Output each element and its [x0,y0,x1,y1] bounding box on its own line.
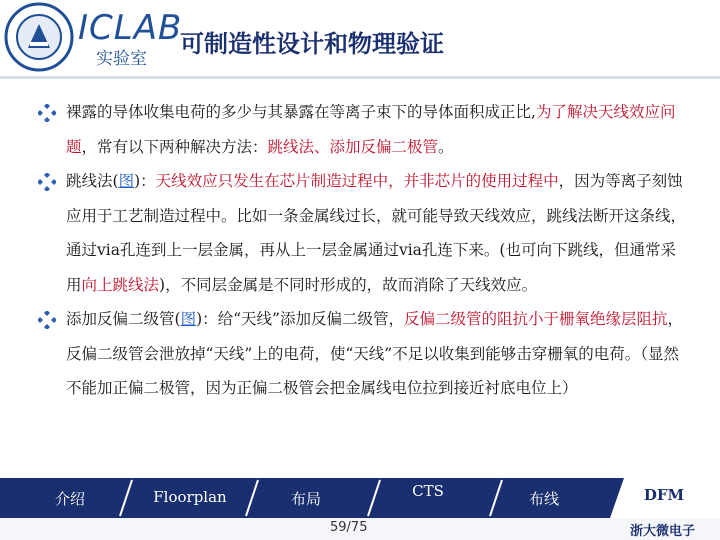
body-text: 跳线法( [66,172,119,190]
header [0,0,720,76]
header-divider [0,76,720,79]
body-text: )： [134,172,156,190]
body-text: 。 [438,137,454,156]
highlight-text: 为了解决天线效应问题 [66,103,676,156]
bullet-item [38,302,688,406]
body-text: )：给“天线”添加反偏二级管， [196,310,404,328]
nav-item-floorplan[interactable]: Floorplan [153,488,227,506]
slide-content [38,95,688,406]
highlight-text: 反偏二级管的阻抗小于栅氧绝缘层阻抗 [403,310,668,328]
logo-text: ICLAB [78,8,183,48]
slide-title: 可制造性设计和物理验证 [180,30,444,58]
diamond-bullet-icon [38,104,56,122]
highlight-text: 天线效应只发生在芯片制造过程中，并非芯片的使用过程中 [155,172,559,190]
bullet-item [38,95,688,164]
nav-item-cts[interactable]: CTS [412,482,444,500]
body-text: ，常有以下两种解决方法： [81,137,268,156]
body-text: 裸露的导体收集电荷的多少与其暴露在等离子束下的导体面积成正比, [66,103,536,121]
highlight-text: 向上跳线法 [81,275,160,294]
page-number: 59/75 [330,520,368,535]
nav-item-routing[interactable]: 布线 [528,490,559,508]
nav-item-intro[interactable]: 介绍 [54,490,85,508]
highlight-text: 跳线法、添加反偏二极管 [267,137,439,156]
body-text: )，不同层金属是不同时形成的，故而消除了天线效应。 [159,275,538,294]
logo-subtitle: 实验室 [96,49,147,69]
diamond-bullet-icon [38,311,56,329]
body-text: ，因为等离子刻蚀应用于工艺制造过程中。比如一条金属线过长，就可能导致天线效应，跳线法断开这条线，通过via孔连到上一层金属，再从上一层金属通过via孔连下来。(也可向下跳线，但通常采用 [66,172,687,294]
body-text: 添加反偏二级管( [66,310,181,328]
nav-background [0,478,720,518]
bullet-item [38,164,688,302]
nav-item-dfm[interactable]: DFM [643,486,685,504]
nav-item-placement[interactable]: 布局 [290,490,321,508]
footer-brand: 浙大微电子 [630,524,696,539]
university-seal-icon [4,2,74,72]
figure-link[interactable]: 图 [180,310,197,328]
section-nav [0,478,720,518]
body-text: ，反偏二级管会泄放掉“天线”上的电荷，使“天线”不足以收集到能够击穿栅氧的电荷。（显然不能加正偏二极管，因为正偏二极管会把金属线电位拉到接近衬底电位上） [66,310,684,397]
figure-link[interactable]: 图 [118,172,135,190]
diamond-bullet-icon [38,173,56,191]
